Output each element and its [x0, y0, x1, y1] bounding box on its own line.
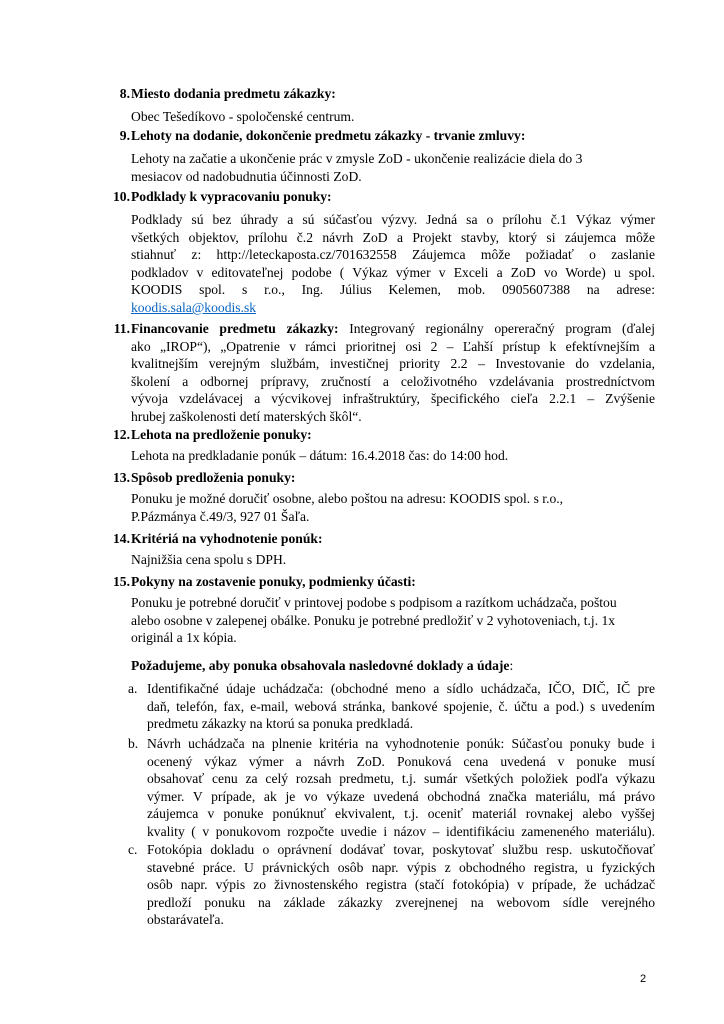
list-letter: c. [128, 842, 138, 857]
section-title: Kritériá na vyhodnotenie ponúk: [131, 531, 323, 546]
section-text: Obec Tešedíkovo - spoločenské centrum. [131, 109, 355, 124]
section-number: 10. [113, 189, 130, 204]
email-link[interactable]: koodis.sala@koodis.sk [131, 299, 257, 315]
section-text: Lehota na predkladanie ponúk – dátum: 16.4.2018 čas: do 14:00 hod. [131, 448, 509, 463]
list-item: Fotokópia dokladu o oprávnení dodávať tovar, poskytovať službu resp. uskutočňovať stavebné práce. U právnických osôb napr. výpis z obchodného registra, u fyzických osôb napr. výpis zo živnostenského registra (stačí fotokópia) v prípade, že uchádzač predloží ponuku na základe zákazky zverejnenej na webovom sídle verejného obstarávateľa. [147, 842, 655, 928]
section-number: 9. [119, 128, 130, 143]
section-number: 15. [113, 574, 130, 589]
section-title: Financovanie predmetu zákazky: [131, 321, 339, 336]
section-number: 8. [119, 86, 130, 101]
section-title: Spôsob predloženia ponuky: [131, 470, 296, 485]
section-text: Ponuku je možné doručiť osobne, alebo poštou na adresu: KOODIS spol. s r.o., P.Pázmánya č.49/3, 927 01 Šaľa. [131, 491, 564, 524]
section-text: Financovanie predmetu zákazky: Integrovaný regionálny opereračný program (ďalej ako „IROP“), „Opatrenie v rámci prioritnej osi 2 – Ľahší prístup k efektívnejším a kvalitnejším verejným službám, investičnej priority 2.2 – Investovanie do vzdelania, školení a odbornej prípravy, zručností a celoživotného vzdelávania prostredníctvom vývoja vzdelávacej a výcvikovej infraštruktúry, špecifického cieľa 2.2.1 – Zvýšenie hrubej zaškolenosti detí materských škôl“. [131, 321, 655, 424]
list-letter: a. [128, 681, 138, 696]
section-number: 14. [113, 531, 130, 546]
section-text: Lehoty na začatie a ukončenie prác v zmysle ZoD - ukončenie realizácie diela do 3 mesiacov od nadobudnutia účinnosti ZoD. [131, 151, 583, 184]
list-item: Návrh uchádzača na plnenie kritéria na vyhodnotenie ponúk: Súčasťou ponuky bude i ocenený výkaz výmer a návrh ZoD. Ponuková cena uvedená v ponuke musí obsahovať cenu za celý rozsah predmetu, t.j. sumár všetkých položiek podľa výkazu výmer. V prípade, ak je vo výkaze uvedená obchodná značka materiálu, má právo záujemca v ponuke ponúknuť ekvivalent, t.j. oceniť materiál rovnakej alebo vyššej kvality ( v ponukovom rozpočte uvedie i názov – identifikáciu zameneného materiálu). [147, 736, 655, 839]
page-number: 2 [640, 973, 647, 985]
list-item: Identifikačné údaje uchádzača: (obchodné meno a sídlo uchádzača, IČO, DIČ, IČ pre daň, telefón, fax, e-mail, webová stránka, bankové spojenie, č. účtu a pod.) s uvedením predmetu zákazky na ktorú sa ponuka predkladá. [147, 681, 655, 732]
section-text: Najnižšia cena spolu s DPH. [131, 552, 287, 567]
section-title: Pokyny na zostavenie ponuky, podmienky účasti: [131, 574, 416, 589]
section-text: Podklady sú bez úhrady a sú súčasťou výzvy. Jedná sa o prílohu č.1 Výkaz výmer všetkých objektov, prílohu č.2 návrh ZoD a Projekt stavby, ktorý si záujemca môže stiahnuť z: http://leteckaposta.cz/701632558 Záujemca môže požiadať o zaslanie podkladov v editovateľnej podobe ( Výkaz výmer v Exceli a ZoD vo Worde) u spol. KOODIS spol. s r.o., Ing. Július Kelemen, mob. 0905607388 na adrese: koodis.sala@koodis.sk [131, 212, 655, 315]
section-number: 13. [113, 470, 130, 485]
section-number: 11. [113, 321, 130, 336]
section-text: Ponuku je potrebné doručiť v printovej podobe s podpisom a razítkom uchádzača, poštou alebo osobne v zalepenej obálke. Ponuku je potrebné predložiť v 2 vyhotoveniach, t.j. 1x originál a 1x kópia. [131, 595, 617, 646]
section-title: Lehoty na dodanie, dokončenie predmetu zákazky - trvanie zmluvy: [131, 128, 526, 143]
section-title: Miesto dodania predmetu zákazky: [131, 86, 336, 101]
requirements-heading: Požadujeme, aby ponuka obsahovala nasledovné doklady a údaje: [131, 658, 514, 673]
section-title: Lehota na predloženie ponuky: [131, 427, 312, 442]
list-letter: b. [128, 736, 139, 751]
section-title: Podklady k vypracovaniu ponuky: [131, 189, 332, 204]
section-number: 12. [113, 427, 130, 442]
